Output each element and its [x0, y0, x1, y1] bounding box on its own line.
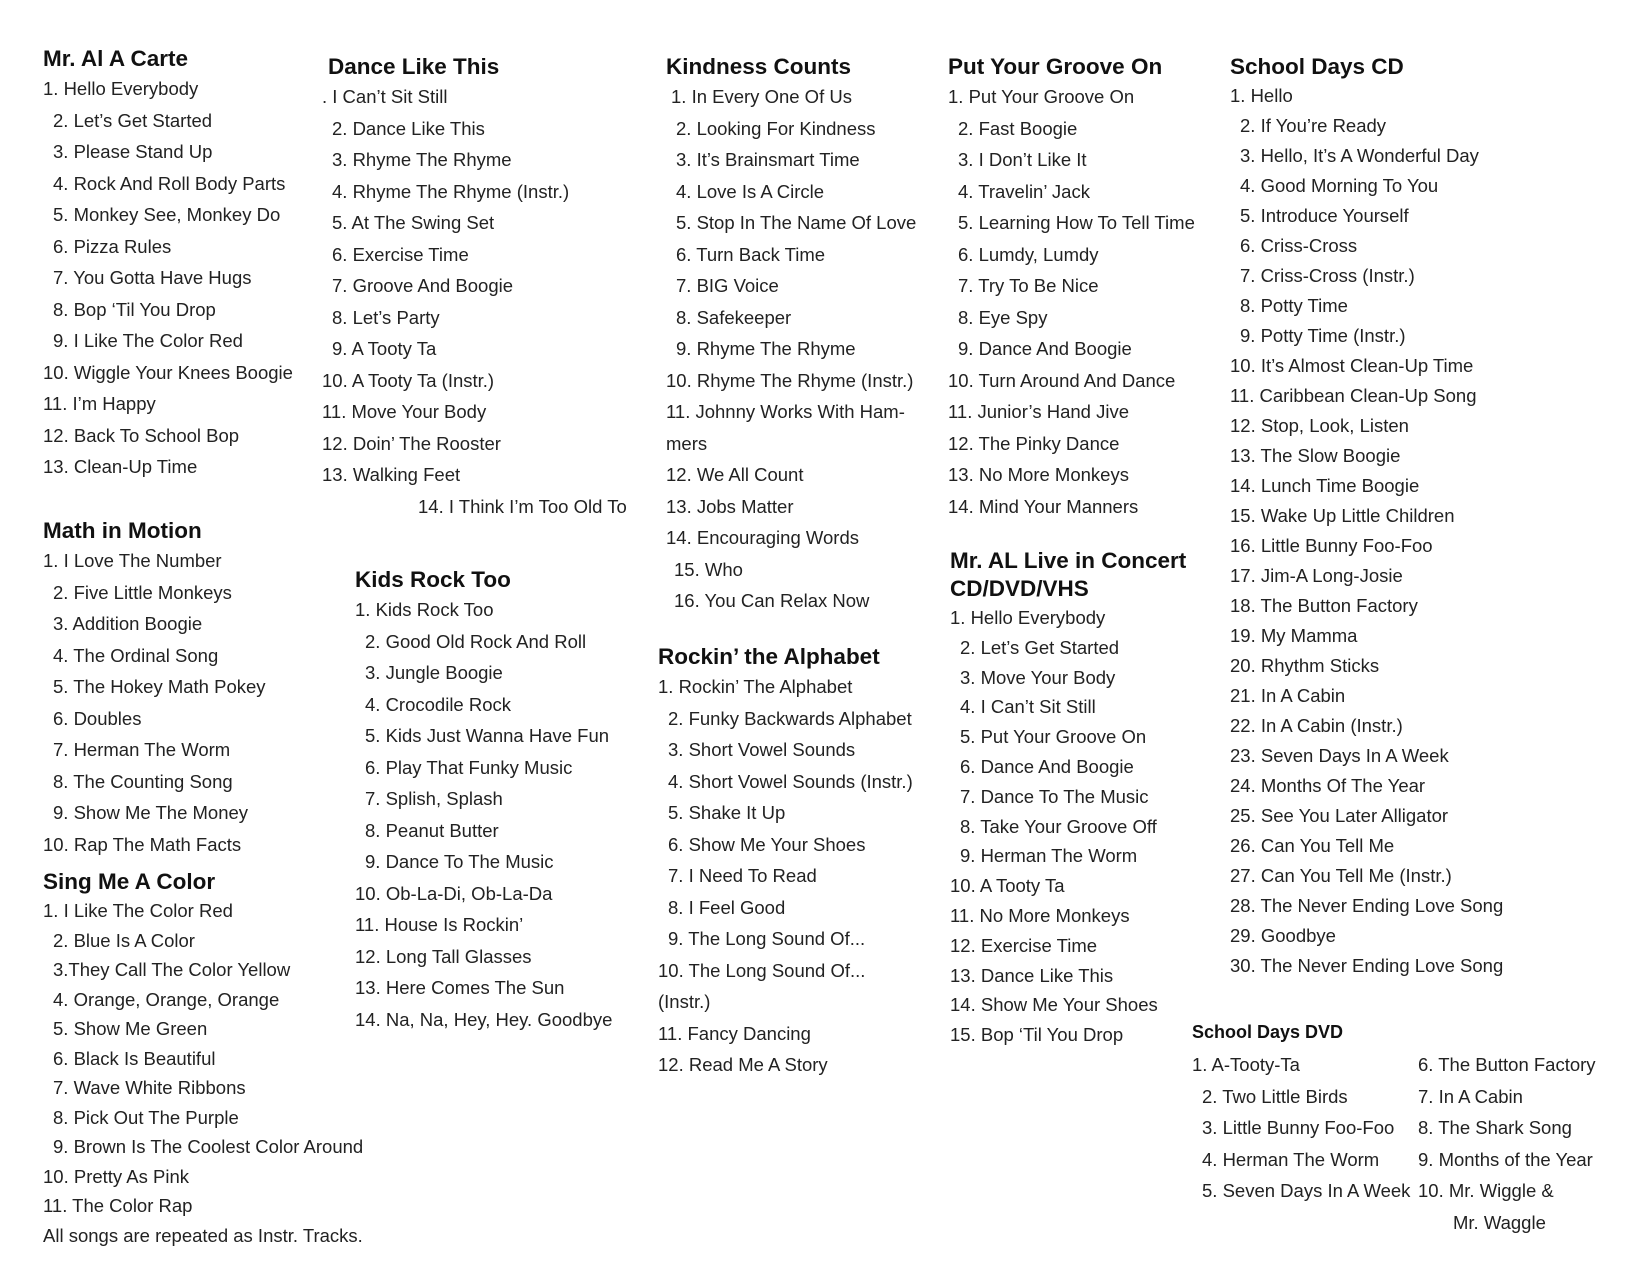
track-item: 4. Love Is A Circle — [676, 180, 825, 202]
track-item: 15. Wake Up Little Children — [1230, 505, 1455, 526]
track-item: 2. Good Old Rock And Roll — [365, 630, 587, 652]
track-item: 5. Monkey See, Monkey Do — [53, 204, 281, 225]
track-item: 7. Criss-Cross (Instr.) — [1240, 265, 1415, 286]
track-item: 5. Learning How To Tell Time — [958, 212, 1195, 233]
album-al-a-carte — [43, 45, 293, 483]
track-item: 6. Pizza Rules — [53, 235, 172, 257]
track-item: 6. The Button Factory — [1418, 1054, 1596, 1075]
track-item: 12. Read Me A Story — [658, 1054, 828, 1075]
track-item: 11. Caribbean Clean-Up Song — [1230, 385, 1477, 406]
track-list — [355, 594, 612, 1035]
track-item: 15. Who — [674, 558, 743, 580]
track-item: 4. Orange, Orange, Orange — [53, 988, 280, 1010]
track-item: 6. Exercise Time — [332, 243, 469, 265]
track-item: 10. Wiggle Your Knees Boogie — [43, 361, 293, 383]
track-item: 2. Blue Is A Color — [53, 929, 195, 951]
track-item: 7. Herman The Worm — [53, 739, 231, 760]
track-item: 14. Lunch Time Boogie — [1230, 475, 1420, 496]
track-item: 12. We All Count — [666, 464, 804, 485]
track-item: 6. Play That Funky Music — [365, 756, 573, 778]
album-title: Sing Me A Color — [43, 869, 216, 894]
track-item: 10. Pretty As Pink — [43, 1165, 190, 1187]
track-item: 3. Please Stand Up — [53, 141, 213, 162]
track-item: 9. Potty Time (Instr.) — [1240, 325, 1406, 346]
track-item: 2. Dance Like This — [332, 117, 485, 139]
track-item: 5. Kids Just Wanna Have Fun — [365, 725, 610, 746]
track-item: 1. I Love The Number — [43, 550, 222, 571]
track-item: 29. Goodbye — [1230, 925, 1336, 946]
track-item: 13. Jobs Matter — [666, 495, 794, 517]
track-item: 27. Can You Tell Me (Instr.) — [1230, 865, 1452, 886]
track-item: 3. I Don’t Like It — [958, 149, 1087, 170]
track-item: 4. Crocodile Rock — [365, 693, 512, 715]
track-list — [43, 896, 363, 1250]
track-item: 5. Stop In The Name Of Love — [676, 212, 917, 233]
album-title: Dance Like This — [328, 54, 500, 79]
track-item: 11. Fancy Dancing — [658, 1022, 811, 1044]
track-item: 10. A Tooty Ta (Instr.) — [322, 369, 495, 391]
album-rockin-the-alphabet — [658, 643, 913, 1081]
track-item: 8. Safekeeper — [676, 306, 792, 328]
track-item: 10. Mr. Wiggle & — [1418, 1180, 1554, 1201]
track-item: 1. Rockin’ The Alphabet — [658, 676, 853, 697]
track-item: 6. Dance And Boogie — [960, 755, 1134, 777]
track-item: 6. Show Me Your Shoes — [668, 833, 866, 855]
track-item: 13. No More Monkeys — [948, 464, 1129, 485]
track-item: 9. Dance To The Music — [365, 851, 554, 872]
track-item: 4. Herman The Worm — [1202, 1148, 1380, 1170]
track-item: 5. Put Your Groove On — [960, 726, 1147, 748]
track-list — [322, 81, 627, 522]
track-item: 7. Wave White Ribbons — [53, 1077, 246, 1098]
track-item: 6. Black Is Beautiful — [53, 1047, 216, 1069]
track-item: 10. Rap The Math Facts — [43, 833, 242, 855]
track-item: 3. Addition Boogie — [53, 613, 203, 634]
track-item: 19. My Mamma — [1230, 625, 1358, 646]
track-item: 8. Take Your Groove Off — [960, 815, 1157, 837]
track-list — [43, 545, 266, 860]
track-item: 8. Eye Spy — [958, 306, 1048, 328]
track-item: 23. Seven Days In A Week — [1230, 745, 1449, 766]
track-item: 8. The Shark Song — [1418, 1117, 1572, 1138]
track-item: 14. I Think I’m Too Old To — [418, 495, 627, 517]
track-item: 3. Short Vowel Sounds — [668, 739, 856, 760]
album-title: Put Your Groove On — [948, 54, 1163, 79]
track-item: 21. In A Cabin — [1230, 685, 1346, 706]
album-kindness-counts — [666, 53, 916, 617]
track-item: 12. Exercise Time — [950, 934, 1098, 956]
track-item: 3.They Call The Color Yellow — [53, 959, 291, 980]
track-list — [1230, 81, 1503, 981]
track-item: 10. The Long Sound Of... — [658, 959, 866, 981]
album-format: CD/DVD/VHS — [950, 576, 1089, 601]
track-item: 13. The Slow Boogie — [1230, 445, 1401, 466]
track-item: 3. Rhyme The Rhyme — [332, 149, 512, 170]
track-item: 14. Na, Na, Hey, Hey. Goodbye — [355, 1008, 613, 1030]
track-item: 7. BIG Voice — [676, 275, 779, 296]
track-item: 7. You Gotta Have Hugs — [53, 267, 252, 288]
track-item: 4. The Ordinal Song — [53, 644, 219, 666]
track-item: 6. Criss-Cross — [1240, 235, 1358, 256]
track-item: 9. Brown Is The Coolest Color Around — [53, 1136, 364, 1157]
track-item: 8. I Feel Good — [668, 896, 786, 918]
track-item: 5. Shake It Up — [668, 802, 786, 823]
track-item: 11. The Color Rap — [43, 1195, 193, 1216]
track-item: 1. In Every One Of Us — [671, 86, 852, 107]
track-item: 5. Show Me Green — [53, 1018, 208, 1039]
track-item: 5. At The Swing Set — [332, 212, 495, 233]
track-item: 10. Rhyme The Rhyme (Instr.) — [666, 369, 914, 391]
track-item: 25. See You Later Alligator — [1230, 805, 1449, 826]
track-item: 30. The Never Ending Love Song — [1230, 955, 1504, 976]
track-item: 3. Hello, It’s A Wonderful Day — [1240, 145, 1479, 166]
album-title: Rockin’ the Alphabet — [658, 644, 880, 669]
album-dance-like-this — [322, 53, 627, 522]
track-item: 7. Dance To The Music — [960, 785, 1149, 807]
track-item: 4. Travelin’ Jack — [958, 180, 1090, 202]
track-item: 10. It’s Almost Clean-Up Time — [1230, 355, 1474, 376]
track-item: 7. Splish, Splash — [365, 788, 503, 809]
track-item: 8. The Counting Song — [53, 770, 233, 792]
track-item: 14. Encouraging Words — [666, 527, 859, 548]
track-item: Mr. Waggle — [1453, 1211, 1546, 1233]
track-item: 2. Two Little Birds — [1202, 1085, 1348, 1107]
track-item: 9. Months of the Year — [1418, 1148, 1593, 1170]
track-item: 5. Seven Days In A Week — [1202, 1180, 1411, 1201]
track-item: 2. Let’s Get Started — [960, 636, 1120, 658]
track-item: 12. Back To School Bop — [43, 424, 240, 446]
track-item: 11. Move Your Body — [322, 401, 487, 422]
track-item: 1. Hello Everybody — [43, 78, 199, 99]
track-item: 3. It’s Brainsmart Time — [676, 149, 860, 170]
album-title: Mr. AL Live in Concert — [950, 548, 1187, 573]
album-title: Kids Rock Too — [355, 567, 511, 592]
track-item: 9. The Long Sound Of... — [668, 928, 866, 949]
track-list — [666, 81, 916, 617]
track-item: 2. If You’re Ready — [1240, 115, 1387, 136]
track-item: 9. Rhyme The Rhyme — [676, 338, 856, 359]
track-item: 24. Months Of The Year — [1230, 775, 1426, 796]
album-school-days-dvd — [1192, 1022, 1596, 1233]
track-item: 18. The Button Factory — [1230, 595, 1418, 616]
track-item: 13. Dance Like This — [950, 964, 1114, 986]
album-put-your-groove-on — [948, 53, 1195, 522]
track-item: 12. Long Tall Glasses — [355, 945, 532, 967]
track-item: 3. Jungle Boogie — [365, 662, 503, 683]
track-item: 16. Little Bunny Foo-Foo — [1230, 535, 1433, 556]
track-item: mers — [666, 432, 708, 454]
track-item: 12. Doin’ The Rooster — [322, 432, 501, 454]
track-item: 6. Doubles — [53, 707, 142, 729]
album-title: Kindness Counts — [666, 54, 852, 79]
track-list-right — [1418, 1049, 1596, 1238]
track-item: 20. Rhythm Sticks — [1230, 655, 1380, 676]
track-item: . I Can’t Sit Still — [322, 86, 448, 107]
track-list-left — [1192, 1049, 1410, 1207]
track-list — [658, 671, 913, 1081]
track-item: 5. Introduce Yourself — [1240, 205, 1409, 226]
album-math-in-motion — [43, 517, 266, 860]
track-item: 9. Herman The Worm — [960, 845, 1138, 867]
track-item: 3. Little Bunny Foo-Foo — [1202, 1117, 1395, 1138]
track-item: 4. Rock And Roll Body Parts — [53, 172, 286, 194]
track-item: 11. House Is Rockin’ — [355, 914, 524, 935]
track-item: 26. Can You Tell Me — [1230, 835, 1395, 856]
track-item: 7. Groove And Boogie — [332, 275, 514, 296]
track-item: 8. Pick Out The Purple — [53, 1106, 239, 1128]
track-item: 2. Fast Boogie — [958, 117, 1078, 139]
track-item: 22. In A Cabin (Instr.) — [1230, 715, 1403, 736]
album-sing-me-a-color — [43, 868, 363, 1250]
track-list — [948, 81, 1195, 522]
track-item: 1. Kids Rock Too — [355, 599, 494, 620]
track-item: 2. Let’s Get Started — [53, 109, 213, 131]
track-item: 7. In A Cabin — [1418, 1085, 1523, 1107]
track-item: 13. Here Comes The Sun — [355, 977, 565, 998]
track-item: 6. Lumdy, Lumdy — [958, 243, 1099, 265]
track-item: 8. Potty Time — [1240, 295, 1348, 316]
track-item: 8. Bop ‘Til You Drop — [53, 298, 216, 320]
track-item: 9. Dance And Boogie — [958, 338, 1132, 359]
track-item: 16. You Can Relax Now — [674, 590, 870, 611]
track-item: 9. A Tooty Ta — [332, 338, 437, 359]
album-note: All songs are repeated as Instr. Tracks. — [43, 1224, 363, 1246]
track-item: 2. Five Little Monkeys — [53, 581, 232, 603]
track-item: 11. I’m Happy — [43, 393, 156, 414]
track-item: 12. The Pinky Dance — [948, 432, 1120, 454]
track-item: 5. The Hokey Math Pokey — [53, 676, 266, 697]
track-item: 3. Move Your Body — [960, 666, 1116, 688]
track-item: 28. The Never Ending Love Song — [1230, 895, 1504, 916]
track-list — [43, 73, 293, 483]
track-item: 4. I Can’t Sit Still — [960, 696, 1096, 718]
track-item: 12. Stop, Look, Listen — [1230, 415, 1409, 436]
track-item: 13. Clean-Up Time — [43, 456, 198, 477]
album-title: School Days DVD — [1192, 1022, 1344, 1042]
track-item: 1. Put Your Groove On — [948, 86, 1135, 107]
track-item: 2. Looking For Kindness — [676, 117, 876, 139]
track-item: 1. A-Tooty-Ta — [1192, 1054, 1300, 1075]
track-item: 1. Hello — [1230, 85, 1293, 106]
track-item: 7. Try To Be Nice — [958, 275, 1099, 296]
track-item: 14. Show Me Your Shoes — [950, 994, 1158, 1016]
album-title: Mr. Al A Carte — [43, 46, 189, 71]
track-item: (Instr.) — [658, 991, 711, 1012]
track-item: 10. A Tooty Ta — [950, 875, 1065, 897]
track-item: 1. Hello Everybody — [950, 607, 1106, 628]
track-item: 8. Let’s Party — [332, 306, 440, 328]
album-kids-rock-too — [355, 566, 612, 1035]
track-item: 14. Mind Your Manners — [948, 495, 1139, 517]
album-title: Math in Motion — [43, 518, 202, 543]
track-list — [950, 603, 1186, 1050]
track-item: 4. Good Morning To You — [1240, 175, 1439, 196]
track-item: 11. Johnny Works With Ham- — [666, 401, 905, 422]
track-item: 4. Short Vowel Sounds (Instr.) — [668, 770, 913, 792]
track-item: 11. Junior’s Hand Jive — [948, 401, 1129, 422]
track-item: 2. Funky Backwards Alphabet — [668, 707, 912, 729]
track-item: 8. Peanut Butter — [365, 819, 499, 841]
track-item: 7. I Need To Read — [668, 865, 817, 886]
track-item: 9. Show Me The Money — [53, 802, 249, 823]
track-item: 9. I Like The Color Red — [53, 330, 243, 351]
track-item: 10. Ob-La-Di, Ob-La-Da — [355, 882, 553, 904]
track-item: 13. Walking Feet — [322, 464, 461, 485]
track-item: 15. Bop ‘Til You Drop — [950, 1024, 1124, 1046]
track-item: 6. Turn Back Time — [676, 243, 826, 265]
album-school-days-cd — [1230, 53, 1503, 981]
track-item: 4. Rhyme The Rhyme (Instr.) — [332, 180, 570, 202]
album-title: School Days CD — [1230, 54, 1404, 79]
track-item: 1. I Like The Color Red — [43, 900, 233, 921]
track-item: 10. Turn Around And Dance — [948, 369, 1176, 391]
track-item: 17. Jim-A Long-Josie — [1230, 565, 1403, 586]
track-item: 11. No More Monkeys — [950, 904, 1130, 926]
album-live-in-concert — [950, 547, 1186, 1050]
